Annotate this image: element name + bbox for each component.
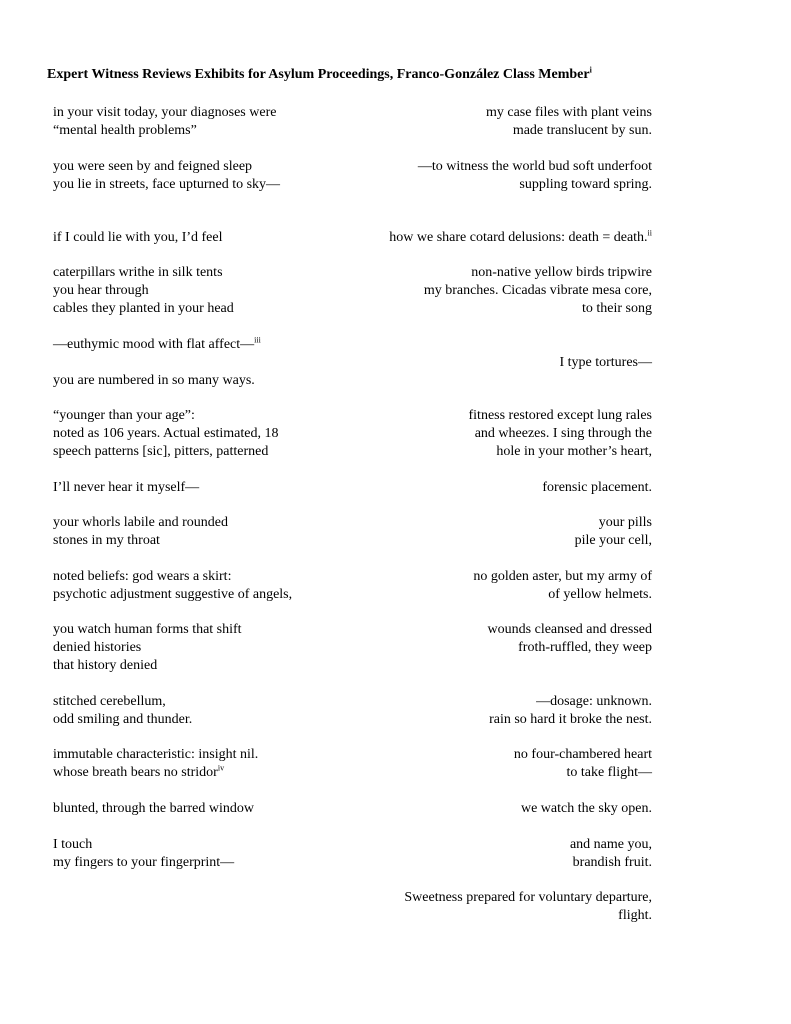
poem-title (47, 67, 592, 83)
left-line-stridor (53, 764, 224, 781)
left-line: “mental health problems” (53, 123, 197, 138)
right-line: wounds cleansed and dressed (487, 622, 652, 637)
right-line: froth-ruffled, they weep (518, 640, 652, 655)
left-line: you were seen by and feigned sleep (53, 159, 253, 174)
left-line: if I could lie with you, I’d feel (53, 230, 223, 245)
right-line: rain so hard it broke the nest. (489, 712, 652, 727)
right-line: made translucent by sun. (512, 123, 652, 138)
left-line: denied histories (53, 640, 142, 655)
right-line: pile your cell, (574, 533, 652, 548)
right-line: to their song (582, 301, 652, 316)
left-line: stones in my throat (53, 533, 160, 548)
left-line: caterpillars writhe in silk tents (53, 265, 223, 280)
right-line: brandish fruit. (572, 855, 652, 870)
left-line: blunted, through the barred window (53, 801, 255, 816)
title-footnote-mark: i (589, 65, 592, 75)
right-line: my case files with plant veins (485, 105, 652, 120)
right-line-cotard (389, 229, 652, 246)
right-line: and wheezes. I sing through the (474, 426, 652, 441)
right-line: Sweetness prepared for voluntary departure, (404, 890, 652, 905)
left-line: your whorls labile and rounded (53, 515, 228, 530)
right-line: fitness restored except lung rales (468, 408, 652, 423)
left-line: that history denied (53, 658, 158, 673)
left-line: immutable characteristic: insight nil. (53, 747, 259, 762)
left-line: you are numbered in so many ways. (53, 373, 255, 388)
right-line: forensic placement. (542, 480, 652, 495)
right-line: no golden aster, but my army of (473, 569, 652, 584)
right-line: my branches. Cicadas vibrate mesa core, (423, 283, 652, 298)
title-text: Expert Witness Reviews Exhibits for Asylum Proceedings, Franco-González Class Member (47, 67, 590, 82)
left-line: stitched cerebellum, (53, 694, 166, 709)
left-line: I’ll never hear it myself— (53, 480, 200, 495)
right-line: —dosage: unknown. (536, 694, 652, 709)
footnote-mark: iii (254, 335, 261, 345)
left-line: you lie in streets, face upturned to sky— (53, 177, 281, 192)
left-line: odd smiling and thunder. (53, 712, 193, 727)
footnote-mark: iv (217, 763, 225, 773)
right-line: no four-chambered heart (513, 747, 652, 762)
right-line: I type tortures— (559, 355, 652, 370)
left-line: you watch human forms that shift (53, 622, 242, 637)
line-text: how we share cotard delusions: death = death. (389, 230, 648, 245)
footnote-mark: ii (647, 228, 652, 238)
right-line: non-native yellow birds tripwire (471, 265, 652, 280)
right-line: we watch the sky open. (520, 801, 652, 816)
right-line: hole in your mother’s heart, (496, 444, 652, 459)
left-line: speech patterns [sic], pitters, patterned (53, 444, 269, 459)
left-line: in your visit today, your diagnoses were (53, 105, 277, 120)
left-line: “younger than your age”: (53, 408, 195, 423)
left-line: psychotic adjustment suggestive of angels, (53, 587, 293, 602)
right-line: to take flight— (566, 765, 652, 780)
left-line: my fingers to your fingerprint— (53, 855, 235, 870)
right-line: of yellow helmets. (548, 587, 652, 602)
right-line: flight. (618, 908, 652, 923)
line-text: whose breath bears no stridor (53, 765, 218, 780)
left-line: I touch (53, 837, 93, 852)
left-line: noted as 106 years. Actual estimated, 18 (53, 426, 279, 441)
line-text: —euthymic mood with flat affect— (53, 337, 255, 352)
left-line: noted beliefs: god wears a skirt: (53, 569, 232, 584)
left-line: cables they planted in your head (53, 301, 234, 316)
right-line: suppling toward spring. (519, 177, 652, 192)
right-line: and name you, (569, 837, 652, 852)
right-line: your pills (598, 515, 652, 530)
right-line: —to witness the world bud soft underfoot (417, 159, 652, 174)
left-line: you hear through (53, 283, 149, 298)
left-line-euthymic (53, 336, 261, 353)
